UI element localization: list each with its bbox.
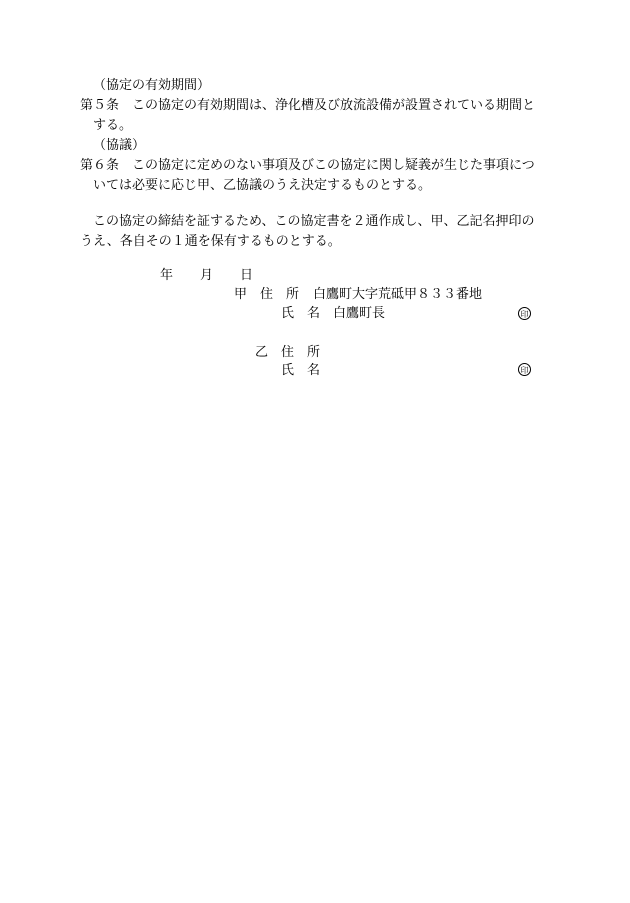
party-a-name-label: 氏 名 xyxy=(281,306,321,321)
article-5-line-1: 第５条 この協定の有効期間は、浄化槽及び放流設備が設置されている期間と xyxy=(80,98,536,113)
date-month: 月 xyxy=(200,268,214,283)
party-b-address-label: 住 所 xyxy=(281,345,321,360)
party-a-seal-icon: 印 xyxy=(518,307,531,320)
article-5-heading: （協定の有効期間） xyxy=(93,78,211,93)
party-a-address-label: 住 所 xyxy=(260,287,300,302)
party-a-name: 白鷹町長 xyxy=(333,306,386,321)
article-6-heading: （協議） xyxy=(93,138,146,153)
article-6-line-2: いては必要に応じ甲、乙協議のうえ決定するものとする。 xyxy=(93,178,432,193)
closing-line-2: うえ、各自その１通を保有するものとする。 xyxy=(80,234,341,249)
article-5-line-2: する。 xyxy=(93,118,133,133)
party-a-address: 白鷹町大字荒砥甲８３３番地 xyxy=(313,287,483,302)
party-b-seal-icon: 印 xyxy=(518,363,531,376)
closing-line-1: この協定の締結を証するため、この協定書を２通作成し、甲、乙記名押印の xyxy=(93,214,535,229)
party-b-name-label: 氏 名 xyxy=(281,363,321,378)
party-b-label: 乙 xyxy=(255,345,269,360)
date-year: 年 xyxy=(160,268,174,283)
date-day: 日 xyxy=(240,268,254,283)
party-a-label: 甲 xyxy=(234,287,248,302)
article-6-line-1: 第６条 この協定に定めのない事項及びこの協定に関し疑義が生じた事項につ xyxy=(80,158,535,173)
